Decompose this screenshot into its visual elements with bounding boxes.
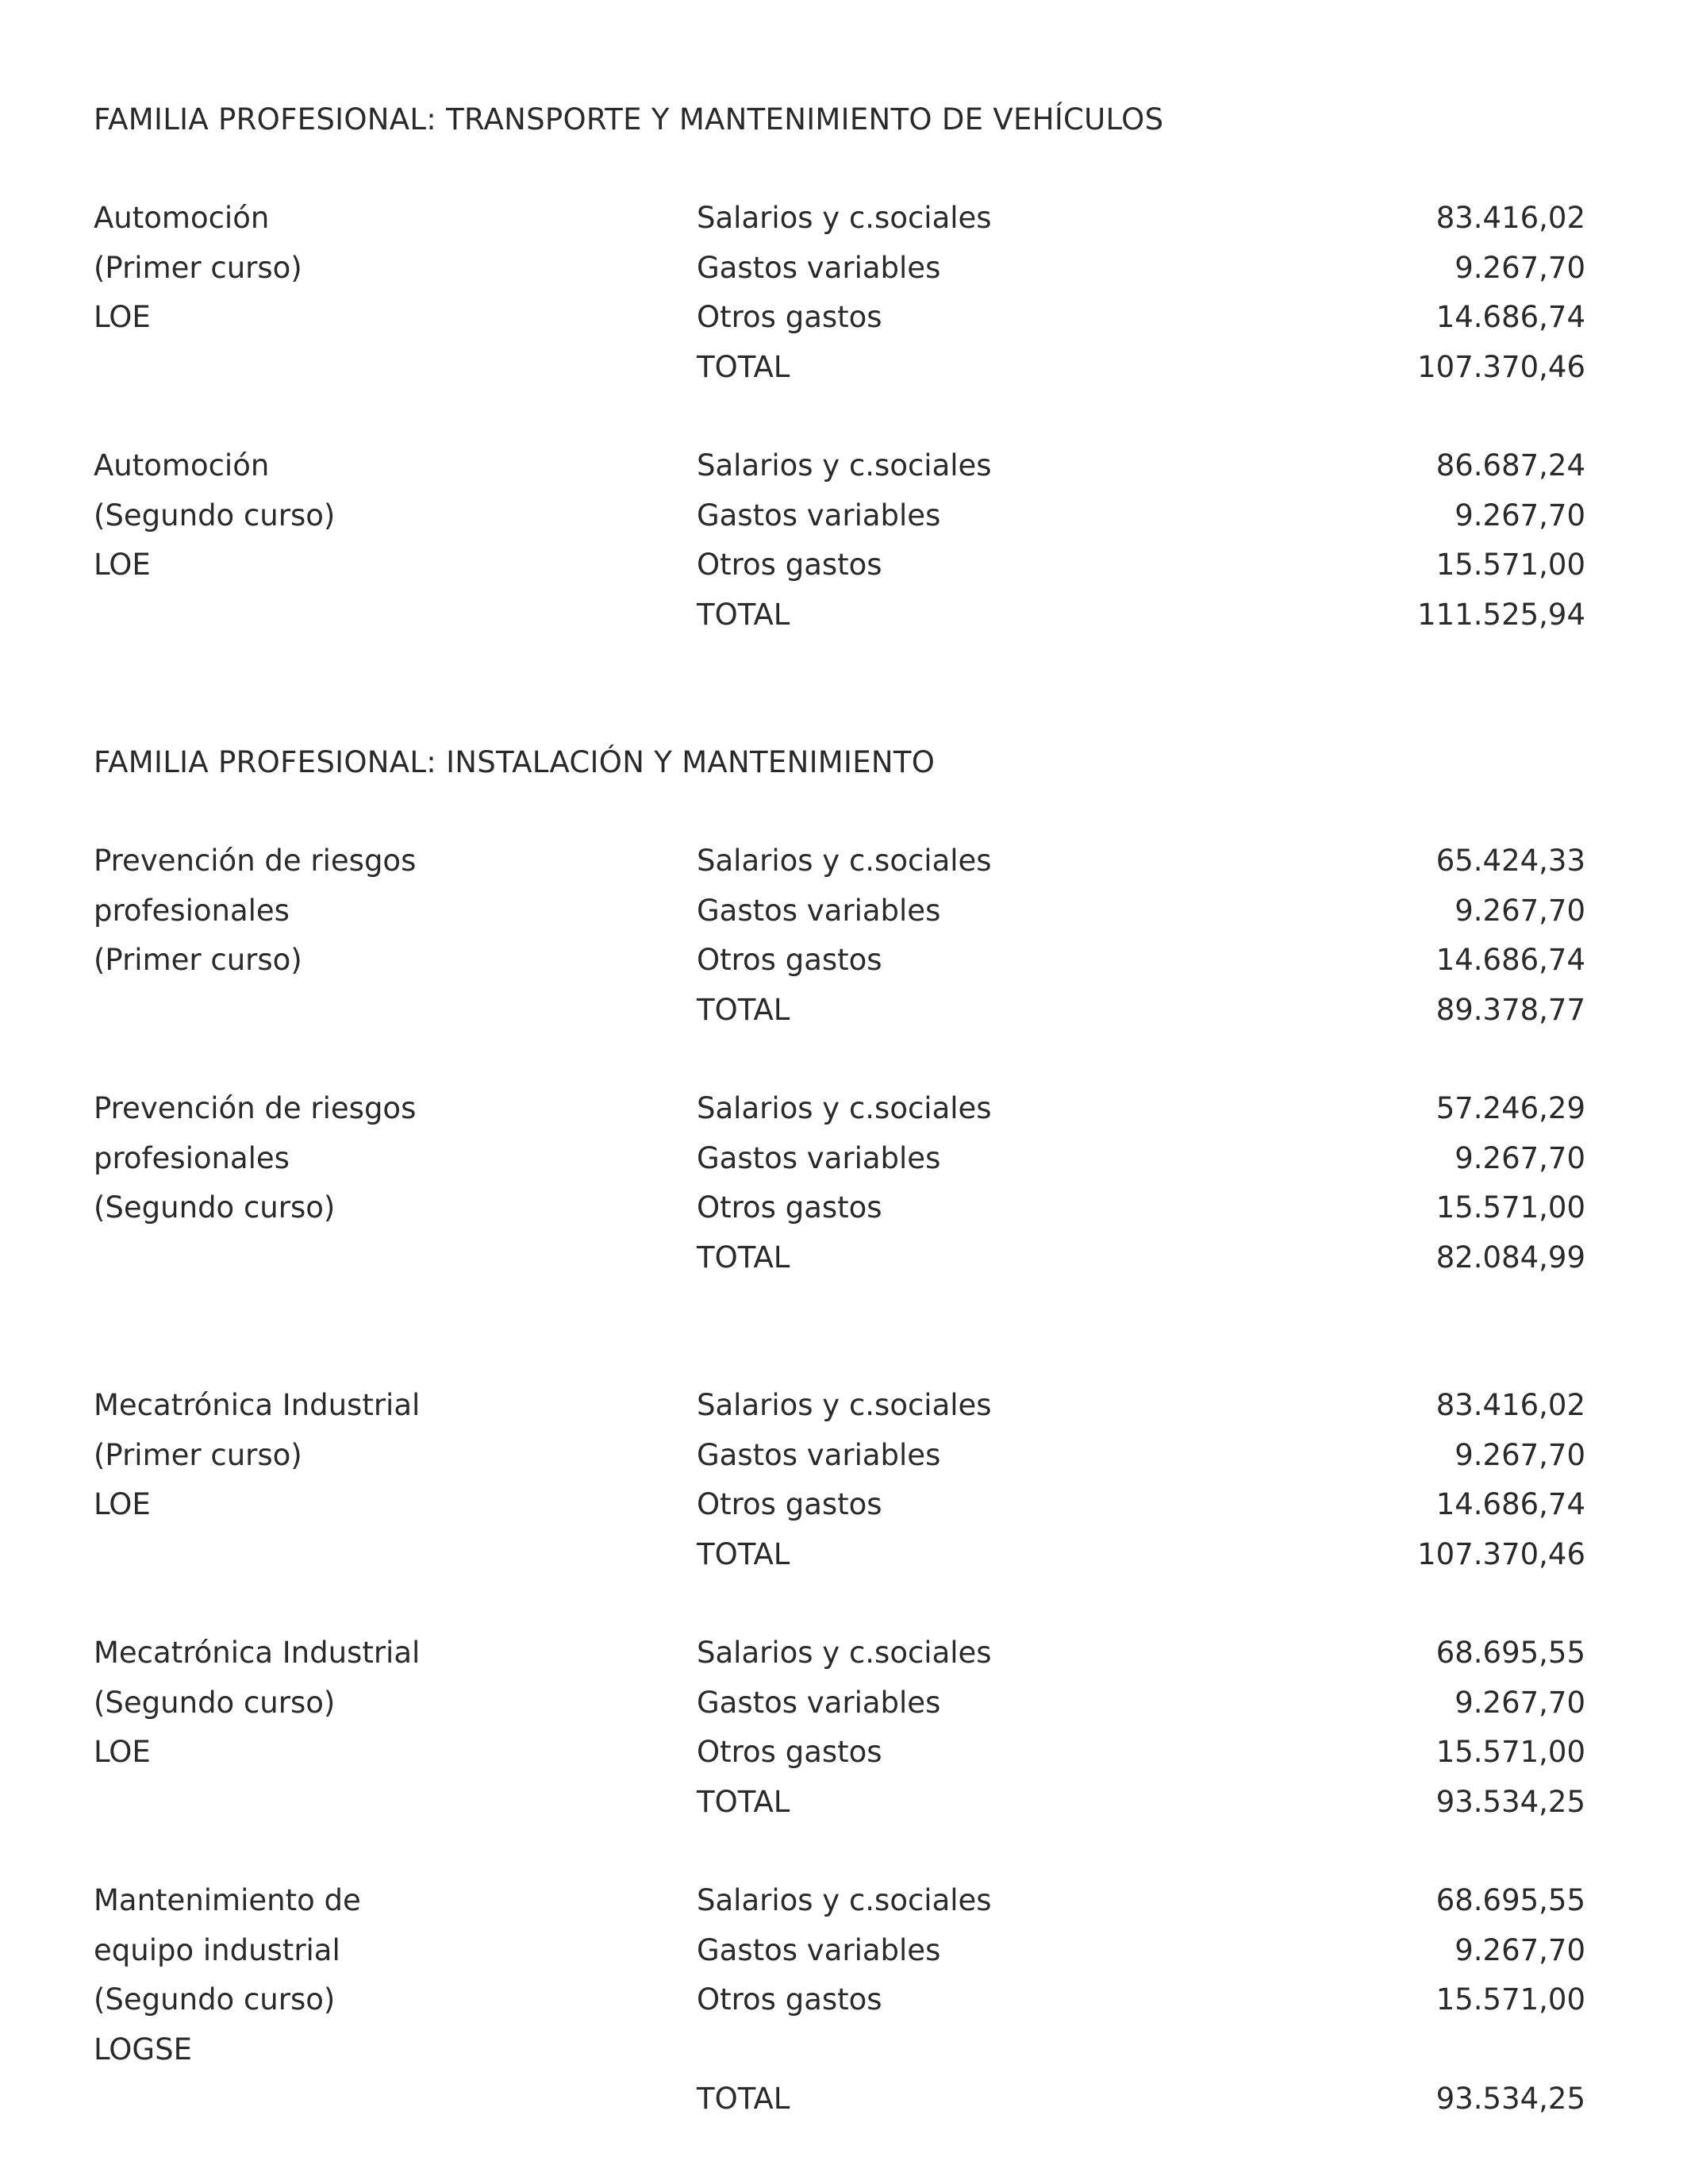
course-label: LOE — [94, 1735, 151, 1769]
cost-row — [697, 886, 1585, 936]
course-label: equipo industrial — [94, 1932, 340, 1967]
cost-concept: Gastos variables — [697, 250, 941, 285]
cost-row — [697, 1926, 1585, 1976]
total-amount: 93.534,25 — [1435, 2082, 1585, 2116]
total-label: TOTAL — [697, 1536, 790, 1571]
cost-concept: Otros gastos — [697, 548, 882, 582]
total-amount: 93.534,25 — [1435, 1784, 1585, 1819]
cost-row — [697, 540, 1585, 590]
course-label: (Segundo curso) — [94, 1982, 336, 2017]
cost-concept: Otros gastos — [697, 1487, 882, 1521]
cost-row — [697, 441, 1585, 491]
cost-amount: 14.686,74 — [1435, 300, 1585, 334]
total-row — [697, 1778, 1585, 1828]
course-block — [94, 1381, 1585, 1579]
course-label: (Primer curso) — [94, 943, 302, 977]
cost-concept: Otros gastos — [697, 1735, 882, 1769]
cost-amount: 9.267,70 — [1455, 1685, 1585, 1720]
course-label: (Primer curso) — [94, 1437, 302, 1472]
cost-row — [697, 1728, 1585, 1778]
cost-concept: Gastos variables — [697, 1685, 941, 1720]
course-label: Mantenimiento de — [94, 1883, 361, 1917]
cost-amount: 83.416,02 — [1435, 1388, 1585, 1422]
course-block — [94, 836, 1585, 1035]
total-amount: 82.084,99 — [1435, 1240, 1585, 1275]
cost-concept: Salarios y c.sociales — [697, 1636, 992, 1670]
total-row — [697, 343, 1585, 393]
cost-row — [697, 1183, 1585, 1233]
cost-row — [697, 244, 1585, 294]
total-label: TOTAL — [697, 1240, 790, 1275]
course-label: (Segundo curso) — [94, 1190, 336, 1225]
cost-amount: 14.686,74 — [1435, 1487, 1585, 1521]
course-label: (Segundo curso) — [94, 1685, 336, 1720]
total-label: TOTAL — [697, 992, 790, 1027]
course-label: profesionales — [94, 893, 290, 928]
total-row — [697, 590, 1585, 640]
cost-amount: 9.267,70 — [1455, 498, 1585, 533]
course-label: Automoción — [94, 448, 270, 483]
course-label: profesionales — [94, 1140, 290, 1175]
cost-amount: 14.686,74 — [1435, 943, 1585, 977]
total-amount: 107.370,46 — [1417, 349, 1585, 384]
cost-row — [697, 1678, 1585, 1728]
cost-concept: Gastos variables — [697, 1932, 941, 1967]
total-label: TOTAL — [697, 597, 790, 632]
course-label: (Primer curso) — [94, 250, 302, 285]
total-row — [697, 1233, 1585, 1283]
cost-amount: 68.695,55 — [1435, 1636, 1585, 1670]
spacer-row — [697, 2025, 1585, 2075]
course-label: LOGSE — [94, 2032, 192, 2067]
cost-row — [697, 1381, 1585, 1431]
cost-concept: Otros gastos — [697, 300, 882, 334]
course-label: LOE — [94, 1487, 151, 1521]
cost-amount: 65.424,33 — [1435, 844, 1585, 878]
cost-concept: Gastos variables — [697, 1140, 941, 1175]
cost-amount: 57.246,29 — [1435, 1091, 1585, 1125]
cost-amount: 15.571,00 — [1435, 1190, 1585, 1225]
course-block — [94, 1628, 1585, 1827]
course-label: LOE — [94, 300, 151, 334]
document-page — [94, 95, 1585, 2124]
cost-concept: Salarios y c.sociales — [697, 844, 992, 878]
cost-amount — [1268, 2025, 1585, 2075]
cost-row — [697, 1134, 1585, 1184]
total-amount: 107.370,46 — [1417, 1536, 1585, 1571]
course-label: Automoción — [94, 201, 270, 235]
course-label: Mecatrónica Industrial — [94, 1388, 421, 1422]
cost-concept: Salarios y c.sociales — [697, 448, 992, 483]
cost-amount: 9.267,70 — [1455, 1437, 1585, 1472]
total-label: TOTAL — [697, 2082, 790, 2116]
cost-row — [697, 1975, 1585, 2025]
course-label: Prevención de riesgos — [94, 844, 417, 878]
cost-row — [697, 936, 1585, 986]
cost-row — [697, 836, 1585, 886]
course-label: LOE — [94, 548, 151, 582]
cost-amount: 68.695,55 — [1435, 1883, 1585, 1917]
cost-amount: 9.267,70 — [1455, 1140, 1585, 1175]
cost-row — [697, 491, 1585, 541]
cost-amount: 15.571,00 — [1435, 1982, 1585, 2017]
cost-row — [697, 1084, 1585, 1134]
cost-amount: 15.571,00 — [1435, 1735, 1585, 1769]
cost-amount: 9.267,70 — [1455, 250, 1585, 285]
course-label: (Segundo curso) — [94, 498, 336, 533]
total-label: TOTAL — [697, 349, 790, 384]
total-row — [697, 2074, 1585, 2124]
cost-row — [697, 293, 1585, 343]
cost-amount: 86.687,24 — [1435, 448, 1585, 483]
cost-concept: Salarios y c.sociales — [697, 1091, 992, 1125]
cost-amount: 15.571,00 — [1435, 548, 1585, 582]
cost-row — [697, 1628, 1585, 1678]
course-label: Mecatrónica Industrial — [94, 1636, 421, 1670]
cost-amount: 83.416,02 — [1435, 201, 1585, 235]
total-amount: 111.525,94 — [1417, 597, 1585, 632]
total-label: TOTAL — [697, 1784, 790, 1819]
course-block — [94, 1084, 1585, 1282]
cost-concept: Salarios y c.sociales — [697, 201, 992, 235]
course-block — [94, 1876, 1585, 2124]
course-label: Prevención de riesgos — [94, 1091, 417, 1125]
cost-row — [697, 1876, 1585, 1926]
cost-concept: Otros gastos — [697, 943, 882, 977]
cost-concept: Gastos variables — [697, 1437, 941, 1472]
course-block — [94, 194, 1585, 392]
total-amount: 89.378,77 — [1435, 992, 1585, 1027]
cost-row — [697, 1480, 1585, 1530]
cost-concept: Otros gastos — [697, 1982, 882, 2017]
course-block — [94, 441, 1585, 640]
cost-concept: Salarios y c.sociales — [697, 1388, 992, 1422]
cost-concept: Gastos variables — [697, 893, 941, 928]
cost-concept: Salarios y c.sociales — [697, 1883, 992, 1917]
cost-row — [697, 1431, 1585, 1481]
total-row — [697, 986, 1585, 1036]
family-heading: FAMILIA PROFESIONAL: INSTALACIÓN Y MANTENIMIENTO — [94, 745, 936, 779]
cost-amount: 9.267,70 — [1455, 893, 1585, 928]
cost-amount: 9.267,70 — [1455, 1932, 1585, 1967]
cost-concept: Gastos variables — [697, 498, 941, 533]
cost-row — [697, 194, 1585, 244]
cost-concept: Otros gastos — [697, 1190, 882, 1225]
total-row — [697, 1530, 1585, 1580]
family-heading: FAMILIA PROFESIONAL: TRANSPORTE Y MANTENIMIENTO DE VEHÍCULOS — [94, 102, 1164, 136]
